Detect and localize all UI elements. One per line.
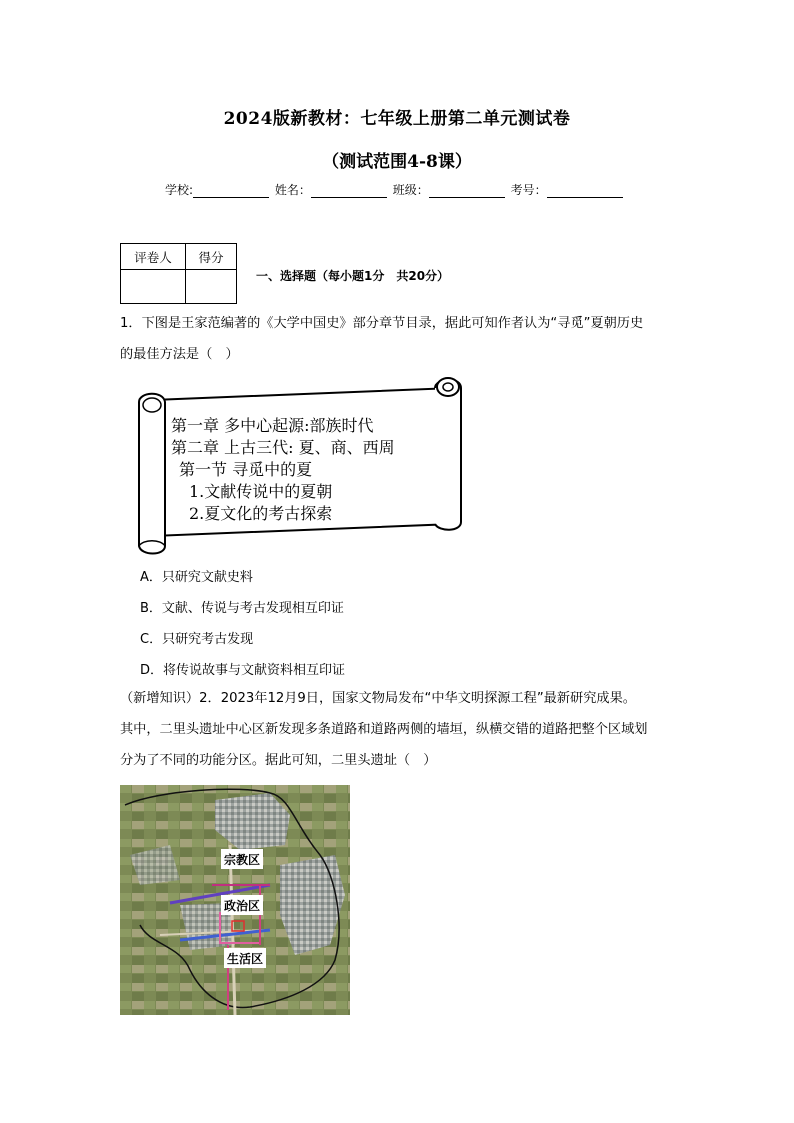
name-label: 姓名： (274, 183, 311, 197)
map-label-living: 生活区 (227, 952, 264, 966)
student-info-line (165, 181, 665, 198)
exam-no-label: 考号： (510, 183, 547, 197)
grader-cell[interactable] (121, 270, 186, 304)
erlitou-site-map (120, 785, 350, 1015)
scroll-figure (135, 374, 465, 556)
scroll-line-2: 第二章 上古三代: 夏、商、西周 (171, 438, 395, 457)
q1-stem-line2: 的最佳方法是（ ） (120, 347, 239, 362)
score-table (120, 243, 237, 304)
class-label: 班级： (392, 183, 429, 197)
map-label-politics: 政治区 (224, 899, 261, 913)
section-heading: 一、选择题（每小题1分 共20分） (256, 269, 450, 283)
q2-stem-line1: （新增知识）2．2023年12月9日，国家文物局发布“中华文明探源工程”最新研究成果。 (120, 691, 636, 706)
q1-option-d[interactable]: D．将传说故事与文献资料相互印证 (140, 663, 346, 678)
q1-stem-line1: 1．下图是王家范编著的《大学中国史》部分章节目录，据此可知作者认为“寻觅”夏朝历史 (120, 316, 644, 331)
q2-stem-line2: 其中，二里头遗址中心区新发现多条道路和道路两侧的墙垣，纵横交错的道路把整个区域划 (120, 722, 648, 737)
q2-stem-line3: 分为了不同的功能分区。据此可知，二里头遗址（ ） (120, 753, 437, 768)
class-blank[interactable] (429, 185, 505, 198)
page-title: 2024版新教材：七年级上册第二单元测试卷 (223, 109, 571, 129)
scroll-line-1: 第一章 多中心起源:部族时代 (171, 416, 374, 435)
q1-option-b[interactable]: B．文献、传说与考古发现相互印证 (140, 601, 344, 616)
score-header: 得分 (186, 244, 237, 270)
grader-header: 评卷人 (121, 244, 186, 270)
name-blank[interactable] (311, 185, 387, 198)
map-label-religion: 宗教区 (224, 853, 261, 867)
school-blank[interactable] (193, 185, 269, 198)
scroll-line-3: 第一节 寻觅中的夏 (179, 460, 313, 479)
score-cell[interactable] (186, 270, 237, 304)
school-label: 学校: (165, 183, 194, 197)
scroll-line-4: 1.文献传说中的夏朝 (189, 482, 333, 501)
q1-option-c[interactable]: C．只研究考古发现 (140, 632, 254, 647)
exam-no-blank[interactable] (547, 185, 623, 198)
q1-option-a[interactable]: A．只研究文献史料 (140, 570, 253, 585)
scroll-line-5: 2.夏文化的考古探索 (189, 504, 333, 523)
page-subtitle: （测试范围4-8课） (322, 152, 472, 172)
